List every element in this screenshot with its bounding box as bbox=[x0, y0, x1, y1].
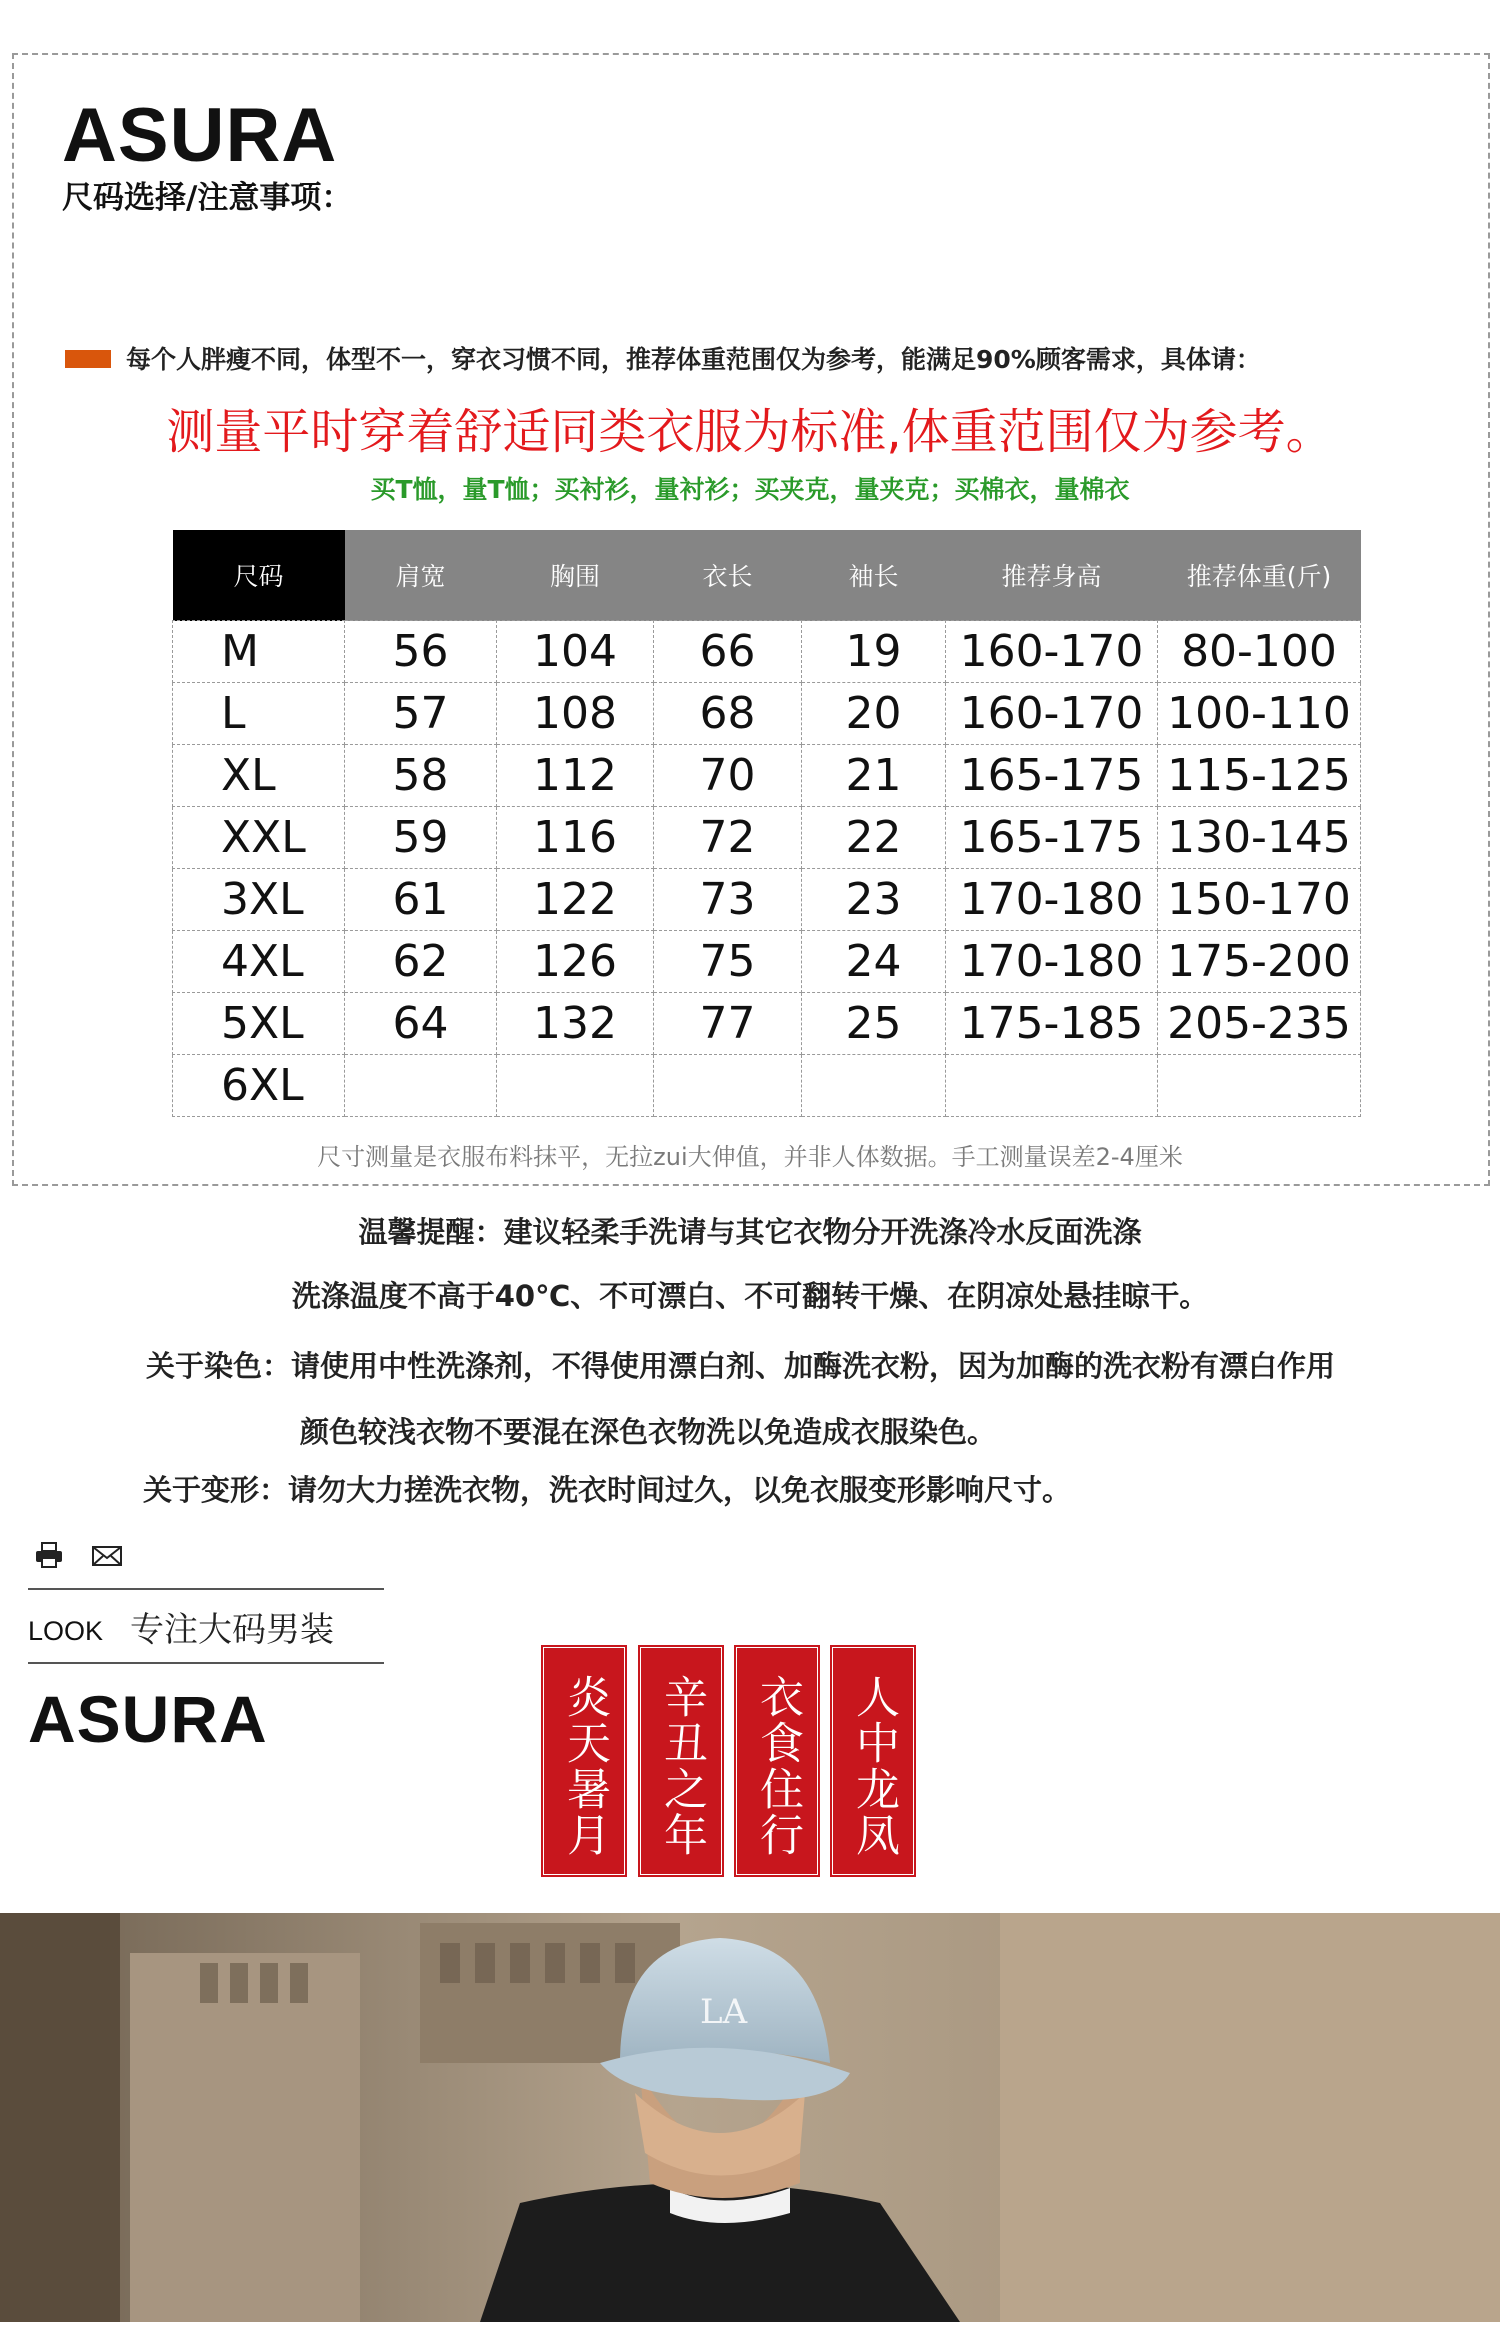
size-value-cell: 24 bbox=[802, 931, 946, 993]
table-row bbox=[173, 931, 1361, 993]
brand-logo: ASURA bbox=[62, 93, 338, 178]
size-label-cell: M bbox=[173, 621, 345, 683]
header-cell: 肩宽 bbox=[345, 530, 497, 621]
size-value-cell: 150-170 bbox=[1158, 869, 1361, 931]
size-value-cell: 160-170 bbox=[946, 683, 1158, 745]
size-value-cell: 122 bbox=[497, 869, 654, 931]
red-card: 炎天暑月 bbox=[543, 1647, 625, 1875]
brand-logo-secondary: ASURA bbox=[28, 1682, 268, 1756]
size-value-cell: 104 bbox=[497, 621, 654, 683]
page-subtitle: 尺码选择/注意事项： bbox=[62, 180, 353, 216]
size-label-cell: XL bbox=[173, 745, 345, 807]
red-card: 人中龙凤 bbox=[832, 1647, 914, 1875]
size-value-cell: 165-175 bbox=[946, 807, 1158, 869]
size-value-cell: 165-175 bbox=[946, 745, 1158, 807]
printer-icon[interactable] bbox=[34, 1542, 64, 1566]
size-value-cell: 22 bbox=[802, 807, 946, 869]
divider-bottom bbox=[28, 1662, 384, 1664]
size-value-cell: 21 bbox=[802, 745, 946, 807]
note-line-1: 每个人胖瘦不同，体型不一，穿衣习惯不同，推荐体重范围仅为参考，能满足90%顾客需求，具体请： bbox=[126, 345, 1261, 374]
size-value-cell bbox=[946, 1055, 1158, 1117]
size-value-cell: 80-100 bbox=[1158, 621, 1361, 683]
header-cell: 推荐身高 bbox=[946, 530, 1158, 621]
size-value-cell: 108 bbox=[497, 683, 654, 745]
size-table-header bbox=[173, 530, 1361, 621]
table-row bbox=[173, 807, 1361, 869]
measure-footnote: 尺寸测量是衣服布料抹平，无拉zui大伸值，并非人体数据。手工测量误差2-4厘米 bbox=[317, 1143, 1183, 1171]
size-value-cell bbox=[497, 1055, 654, 1117]
size-value-cell: 57 bbox=[345, 683, 497, 745]
size-value-cell bbox=[345, 1055, 497, 1117]
size-value-cell: 170-180 bbox=[946, 931, 1158, 993]
header-cell: 尺码 bbox=[173, 530, 345, 621]
size-label-cell: L bbox=[173, 683, 345, 745]
note-line-3: 买T恤，量T恤；买衬衫，量衬衫；买夹克，量夹克；买棉衣，量棉衣 bbox=[370, 475, 1130, 504]
size-value-cell: 23 bbox=[802, 869, 946, 931]
table-row bbox=[173, 621, 1361, 683]
bullet-marker bbox=[65, 350, 111, 368]
size-value-cell: 62 bbox=[345, 931, 497, 993]
size-value-cell: 68 bbox=[654, 683, 802, 745]
size-value-cell: 115-125 bbox=[1158, 745, 1361, 807]
size-value-cell: 100-110 bbox=[1158, 683, 1361, 745]
size-value-cell: 19 bbox=[802, 621, 946, 683]
size-table-body bbox=[173, 621, 1361, 1117]
care-line-1: 温馨提醒：建议轻柔手洗请与其它衣物分开洗涤冷水反面洗涤 bbox=[358, 1215, 1142, 1249]
size-value-cell: 61 bbox=[345, 869, 497, 931]
table-row bbox=[173, 993, 1361, 1055]
size-value-cell: 64 bbox=[345, 993, 497, 1055]
model-photo bbox=[0, 1913, 1500, 2322]
size-value-cell: 72 bbox=[654, 807, 802, 869]
size-value-cell: 20 bbox=[802, 683, 946, 745]
size-value-cell bbox=[1158, 1055, 1361, 1117]
size-value-cell: 70 bbox=[654, 745, 802, 807]
header-cell: 衣长 bbox=[654, 530, 802, 621]
table-row bbox=[173, 869, 1361, 931]
size-label-cell: 3XL bbox=[173, 869, 345, 931]
note-line-2: 测量平时穿着舒适同类衣服为标准,体重范围仅为参考。 bbox=[166, 404, 1334, 460]
care-line-4: 颜色较浅衣物不要混在深色衣物洗以免造成衣服染色。 bbox=[300, 1415, 997, 1449]
mail-icon[interactable] bbox=[92, 1545, 122, 1569]
table-row bbox=[173, 745, 1361, 807]
look-label: LOOK bbox=[28, 1616, 104, 1646]
size-value-cell: 175-200 bbox=[1158, 931, 1361, 993]
size-value-cell: 132 bbox=[497, 993, 654, 1055]
size-table bbox=[172, 530, 1361, 1117]
size-value-cell: 25 bbox=[802, 993, 946, 1055]
care-line-2: 洗涤温度不高于40℃、不可漂白、不可翻转干燥、在阴凉处悬挂晾干。 bbox=[291, 1279, 1209, 1313]
size-value-cell: 66 bbox=[654, 621, 802, 683]
size-value-cell: 73 bbox=[654, 869, 802, 931]
size-value-cell: 160-170 bbox=[946, 621, 1158, 683]
size-value-cell: 175-185 bbox=[946, 993, 1158, 1055]
svg-text:LA: LA bbox=[700, 1992, 748, 2032]
size-label-cell: 5XL bbox=[173, 993, 345, 1055]
size-label-cell: XXL bbox=[173, 807, 345, 869]
size-value-cell: 59 bbox=[345, 807, 497, 869]
red-card: 衣食住行 bbox=[736, 1647, 818, 1875]
size-value-cell: 56 bbox=[345, 621, 497, 683]
size-value-cell: 116 bbox=[497, 807, 654, 869]
tagline: 专注大码男装 bbox=[130, 1610, 334, 1650]
size-value-cell: 75 bbox=[654, 931, 802, 993]
care-line-3: 关于染色：请使用中性洗涤剂，不得使用漂白剂、加酶洗衣粉，因为加酶的洗衣粉有漂白作用 bbox=[146, 1349, 1336, 1383]
red-card: 辛丑之年 bbox=[640, 1647, 722, 1875]
size-value-cell bbox=[654, 1055, 802, 1117]
size-value-cell: 205-235 bbox=[1158, 993, 1361, 1055]
size-value-cell: 170-180 bbox=[946, 869, 1158, 931]
care-line-5: 关于变形：请勿大力搓洗衣物，洗衣时间过久，以免衣服变形影响尺寸。 bbox=[143, 1473, 1072, 1507]
size-value-cell: 77 bbox=[654, 993, 802, 1055]
size-value-cell: 112 bbox=[497, 745, 654, 807]
size-value-cell: 126 bbox=[497, 931, 654, 993]
header-cell: 袖长 bbox=[802, 530, 946, 621]
table-row bbox=[173, 1055, 1361, 1117]
size-value-cell: 58 bbox=[345, 745, 497, 807]
table-row bbox=[173, 683, 1361, 745]
header-cell: 胸围 bbox=[497, 530, 654, 621]
size-label-cell: 6XL bbox=[173, 1055, 345, 1117]
size-value-cell bbox=[802, 1055, 946, 1117]
header-cell: 推荐体重(斤) bbox=[1158, 530, 1361, 621]
size-label-cell: 4XL bbox=[173, 931, 345, 993]
divider-top bbox=[28, 1588, 384, 1590]
size-value-cell: 130-145 bbox=[1158, 807, 1361, 869]
